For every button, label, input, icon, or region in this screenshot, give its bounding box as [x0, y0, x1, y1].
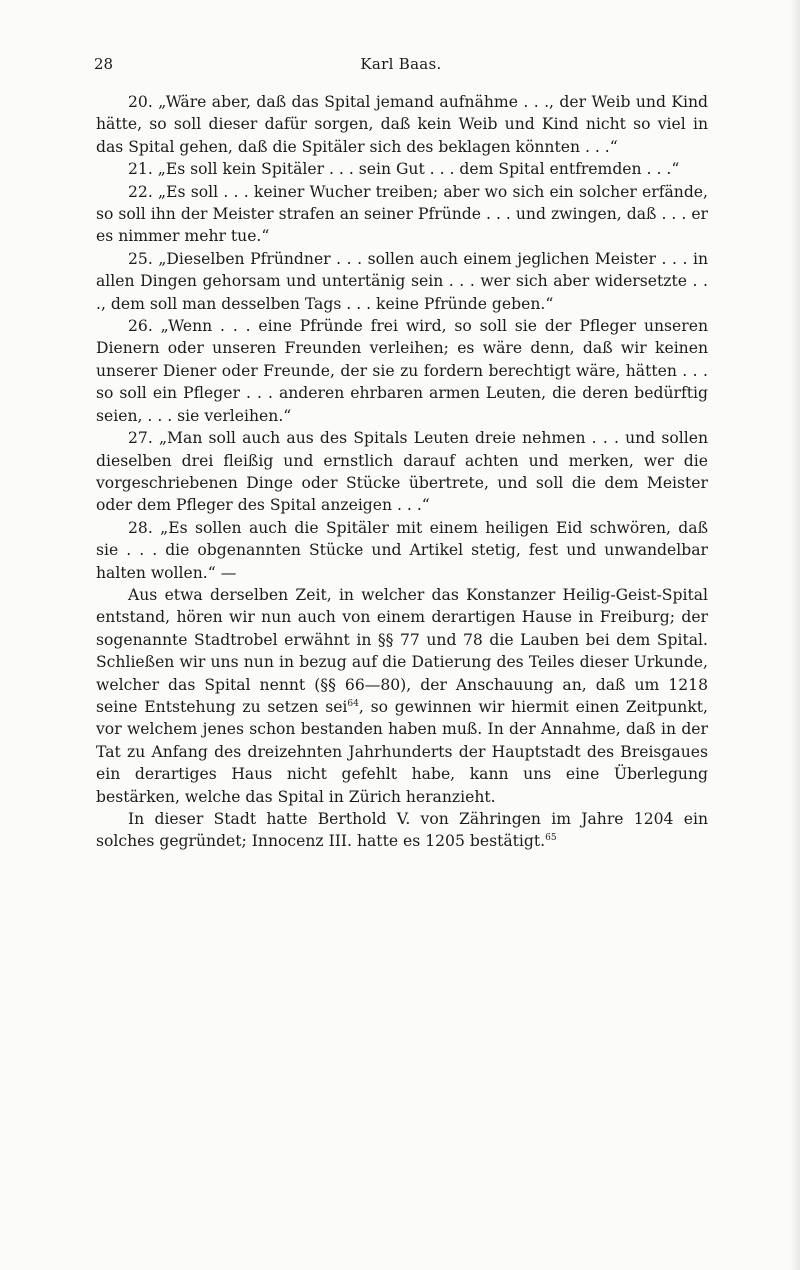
paragraph-28: 28. „Es sollen auch die Spitäler mit einem heiligen Eid schwören, daß sie . . . die obgenannten Stücke und Artikel stetig, fest und unwandelbar halten wollen.“ —	[96, 518, 708, 582]
page-header	[94, 55, 708, 85]
page-number: 28	[94, 55, 114, 73]
paragraph-25: 25. „Dieselben Pfründner . . . sollen auch einem jeglichen Meister . . . in allen Dingen gehorsam und untertänig sein . . . wer sich aber widersetzte . . ., dem soll man desselben Tags . . . keine Pfründe geben.“	[96, 249, 708, 313]
paragraph-27: 27. „Man soll auch aus des Spitals Leuten dreie nehmen . . . und sollen dieselben drei fleißig und ernstlich darauf achten und merken, wer die vorgeschriebenen Dinge oder Stücke übertrete, und soll die dem Meister oder dem Pfleger des Spital anzeigen . . .“	[96, 429, 708, 515]
paragraph-freiburg-text: Aus etwa derselben Zeit, in welcher das Konstanzer Heilig-Geist-Spital entstand, hören wir nun auch von einem derartigen Hause in Freiburg; der sogenannte Stadtrobel erwähnt in §§ 77 und 78 die Lauben bei dem Spital. Schließen wir uns nun in bezug auf die Datierung des Teiles dieser Urkunde, welcher das Spital nennt (§§ 66—80), der Anschauung an, daß um 1218 seine Entstehung zu setzen sei	[96, 585, 708, 716]
paragraph-22: 22. „Es soll . . . keiner Wucher treiben; aber wo sich ein solcher erfände, so soll ihn der Meister strafen an seiner Pfründe . . . und zwingen, daß . . . er es nimmer mehr tue.“	[96, 182, 708, 246]
running-head: Karl Baas.	[360, 55, 442, 73]
paragraph-freiburg	[96, 584, 708, 808]
body-text	[96, 91, 708, 853]
paragraph-20: 20. „Wäre aber, daß das Spital jemand aufnähme . . ., der Weib und Kind hätte, so soll dieser dafür sorgen, daß kein Weib und Kind nicht so viel in das Spital gehen, daß die Spitäler sich des beklagen könnten . . .“	[96, 93, 708, 156]
paragraph-zuerich-text: In dieser Stadt hatte Berthold V. von Zähringen im Jahre 1204 ein solches gegründet; Innocenz III. hatte es 1205 bestätigt.	[96, 810, 708, 851]
page-edge-shadow	[790, 0, 800, 1270]
footnote-ref-65: 65	[545, 833, 557, 844]
footnote-ref-64: 64	[347, 698, 359, 709]
paragraph-freiburg-continuation: , so gewinnen wir hiermit einen Zeitpunkt, vor welchem jenes schon bestanden haben muß. In der Annahme, daß in der Tat zu Anfang des dreizehnten Jahrhunderts der Hauptstadt des Breisgaues ein derartiges Haus nicht gefehlt habe, kann uns eine Überlegung bestärken, welche das Spital in Zürich heranzieht.	[96, 697, 708, 806]
paragraph-zuerich	[96, 808, 708, 853]
paragraph-26: 26. „Wenn . . . eine Pfründe frei wird, so soll sie der Pfleger unseren Dienern oder unseren Freunden verleihen; es wäre denn, daß wir keinen unserer Diener oder Freunde, der sie zu fordern berechtigt wäre, hätten . . . so soll ein Pfleger . . . anderen ehrbaren armen Leuten, die deren bedürftig seien, . . . sie verleihen.“	[96, 317, 708, 425]
paragraph-21: 21. „Es soll kein Spitäler . . . sein Gut . . . dem Spital entfremden . . .“	[128, 160, 680, 179]
